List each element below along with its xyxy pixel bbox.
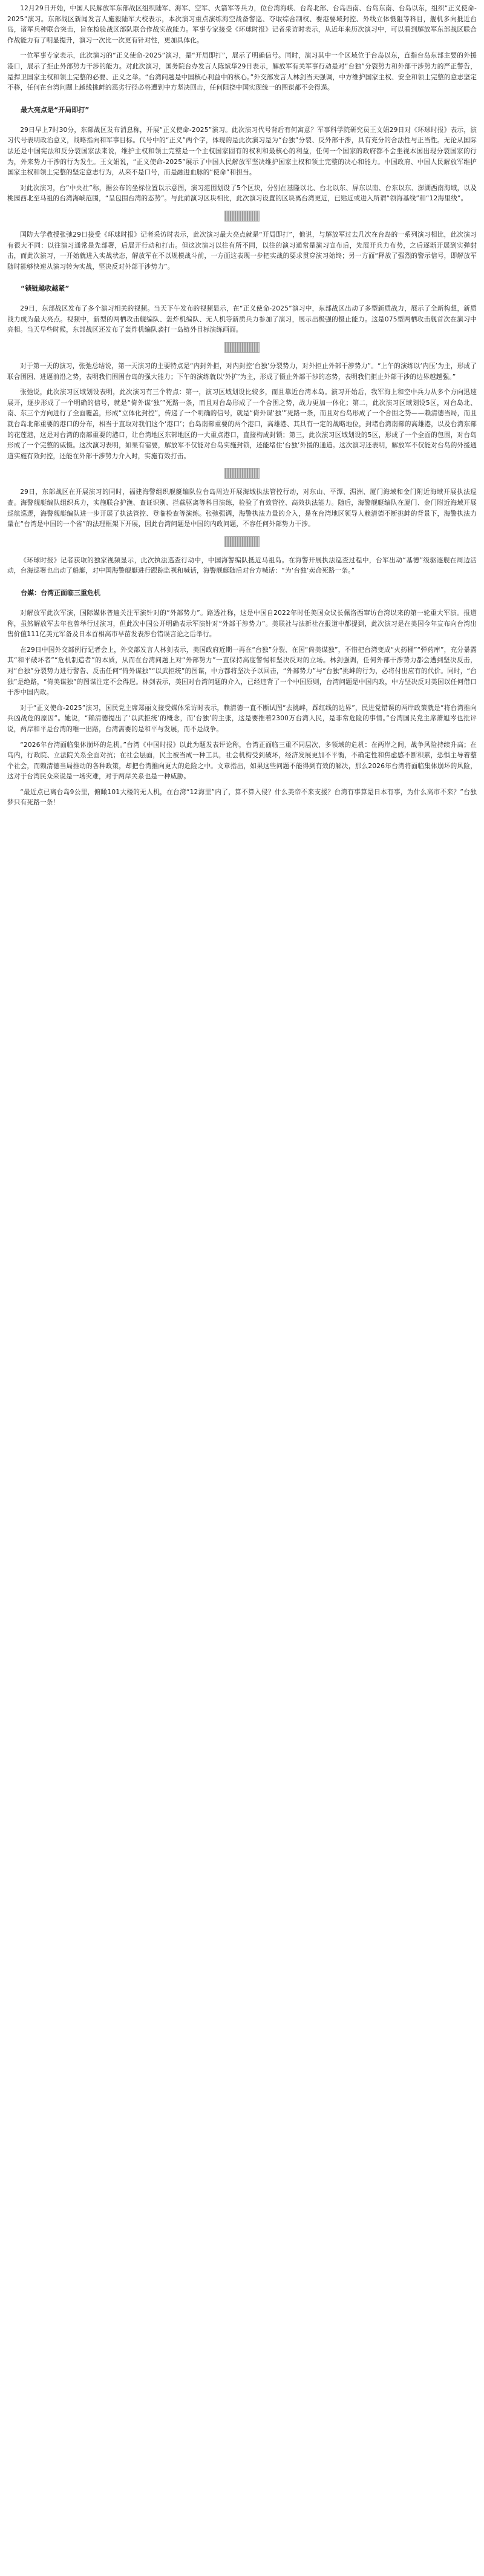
paragraph-exclusive-video: 《环球时报》记者获取的独家视频显示，此次执法巡查行动中，中国海警编队抵近马祖岛。在海警开展执法巡查过程中，台军出动“基德”级驱逐舰在周边活动，台海巡署也出动了船艇，对中国海警舰艇进行跟踪监视和喊话，海警舰艇随后对台方喊话：“为‘台独’卖命死路一条。” bbox=[7, 556, 477, 575]
paragraph-taiwan-media: 对此次演习，台“中央社”称，据公布的坐标位置以示意图，演习范围划设了5个区块，分别在基隆以北、台北以东、屏东以南、台东以东、澎湖西南海域，以及桃园西北至马祖的台湾海峡范围，“呈包围台湾的态势”。与此前演习区块相比，此次演习设置的区块离台湾更近，已贴近或进入所谓“领海基线”和“12海里线”。 bbox=[7, 184, 477, 203]
watermark-stamp-2 bbox=[7, 342, 477, 353]
paragraph-china-times: “2026年台湾面临集体崩坏的危机。”台湾《中国时报》以此为题发表评论称，台湾正面临三重不同层次、多领域的危机：在两岸之间，战争风险持续升高；在岛内，行政院、立法院关系全面对抗；在社会层面，民主被当成一种工具，社会机构受到破坏，经济发展更加不平衡，不确定性和焦虑感不断积累，恐惧主导着整个社会，而赖清德当局推动的各种政策，却把台湾推向更大的危险之中。文章指出，如果这些问题不能得到有效的解决，那么2026年台湾将面临集体崩坏的风险，这对于台湾民众来说是一场灾难，对于两岸关系也是一种威胁。 bbox=[7, 741, 477, 781]
section-heading-crisis: 台媒：台湾正面临三重危机 bbox=[21, 588, 100, 597]
section-heading-chain: “锁链越收越紧” bbox=[21, 284, 70, 293]
watermark-logo-icon bbox=[224, 211, 260, 222]
paragraph-expert-comment: 一位军事专家表示，此次演习的“正义使命-2025”演习，是“开局即打”，展示了明确信号。同时，演习其中一个区域位于台岛以东，直指台岛东部主要的外援港口，展示了拒止外部势力干涉的能力。对此次演习，国务院台办发言人陈斌华29日表示，解放军有关军事行动是对“台独”分裂势力和外部干涉势力的严正警告，是捍卫国家主权和领土完整的必要、正义之举。“台湾问题是中国核心利益中的核心。”外交部发言人林剑当天强调，中方维护国家主权、安全和领土完整的意志坚定不移，任何在台湾问题上越线挑衅的恶劣行径必将遭到中方坚决回击，任何阻挠中国实现统一的图谋都不会得逞。 bbox=[7, 52, 477, 92]
paragraph-international-media: 对解放军此次军演，国际媒体普遍关注军演针对的“外部势力”。路透社称，这是中国自2022年时任美国众议长佩洛西窜访台湾以来的第一轮重大军演。报道称，虽然解放军去年也曾举行过演习，但此次中国公开明确表示军演针对“外部干涉势力”。美联社与法新社在报道中都提到，此次演习是在美国今年宣布向台湾出售价值111亿美元军备及日本首相高市早苗发表涉台错误言论之后举行。 bbox=[7, 609, 477, 639]
paragraph-code-name: 29日早上7时30分，东部战区发布消息称，开展“正义使命-2025”演习。此次演习代号背后有何寓意？军事科学院研究员王文娟29日对《环球时报》表示，演习代号表明政治意义，战略指向和军事目标。代号中的“正义”两个字，体现的是此次演习是为“台独”分裂、反外部干涉，具有充分的合法性与正当性。无论从国际法还是中国宪法和反分裂国家法来说，维护主权和领土完整是一个主权国家固有的权利和最核心的利益，任何一个国家的政府都不会坐视本国出现分裂国家的行为，外来势力干涉的行为发生。王文娟说，“正义使命-2025”展示了中国人民解放军坚决维护国家主权和领土完整的决心和能力。中国政府、中国人民解放军维护国家主权和领土完整的坚定意志行为，从来不是口号，而是融进血脉的“使命”和担当。 bbox=[7, 126, 477, 177]
paragraph-kmt: 对于“正义使命-2025”演习，国民党主席郑丽文接受媒体采访时表示，赖清德一直不断试图“去挑衅，踩红线的边界”，民进党错误的两岸政策就是“将台湾推向兵凶战危的原因”。她说，“赖清德提出了‘以武拒统’的概念，而‘台独’的主张，这是要推着2300万台湾人民，是非常危险的事情。”台湾国民党主席萧旭岑也批评说，两岸和平是台湾的唯一出路，台湾需要的是和平与发展，而不是战争。 bbox=[7, 704, 477, 733]
paragraph-day-one: 对于第一天的演习，张弛总结说，第一天演习的主要特点是“内封外拒，对内封控‘台独’分裂势力，对外拒止外部干涉势力”。“上午的演练以‘内压’为主，形成了联合围困、进逼前沿之势，表明我们围困台岛的强大能力；下午的演练就以‘外扩’为主，形成了慑止外部干涉的态势，表明我们拒止外部干涉的边界越越强。” bbox=[7, 363, 477, 381]
paragraph-mfa: 在29日中国外交部例行记者会上，外交部发言人林剑表示，美国政府近期一再在“台独”分裂、在国“倚美谋独”，不惜把台湾变成“火药桶”“弹药库”，充分暴露其“和平破坏者”“危机制造者”的本质，从而在台湾问题上对“外部势力”一直保持高度警惕和坚决反对的立场。林剑强调，任何外部干涉势力都会遭到坚决反击，对“台独”分裂势力进行警告、反击任何“倚外谋独”“以武拒统”的图谋，中方都将坚决予以回击，“外部势力”与“台独”挑衅的行为，必将付出应有的代价。同时，“台独”是绝路，“倚美谋独”的图谋注定不会得逞。林剑表示，美国对台湾问题的介入，已经违背了一个中国原则，台湾问题是中国内政，中方坚决反对美国以任何借口干涉中国内政。 bbox=[7, 646, 477, 697]
watermark-stamp-3 bbox=[7, 468, 477, 479]
watermark-stamp bbox=[7, 211, 477, 222]
section-heading-highlight: 最大亮点是“开局即打” bbox=[21, 105, 90, 114]
paragraph-intro: 12月29日开始，中国人民解放军东部战区组织陆军、海军、空军、火箭军等兵力，位台湾海峡、台岛北部、台岛西南、台岛东南、台岛以东，组织“正义使命-2025”演习。东部战区新闻发言人施毅陆军大校表示，本次演习重点演练海空战备警巡、夺取综合制权、要港要域封控、外线立体慑阻等科目，舰机多向抵近台岛，诸军兵种联合突击，旨在检验战区部队联合作战实战能力。军事专家接受《环球时报》记者采访时表示，从近年来历次演习中，可以看到解放军东部战区联合作战能力有了明显提升，演习一次比一次更有针对性，更加具体化。 bbox=[7, 5, 477, 44]
paragraph-opening-strike: 国防大学教授张弛29日接受《环球时报》记者采访时表示，此次演习最大亮点就是“开局即打”，他说，与解放军过去几次在台岛的一系列演习相比，此次演习有很大不同：以往演习通常是先部署，后展开行动和打击。但这次演习以往有所不同，以往的演习通常是演习宣布后，先展开兵力布势，之后逐渐开展到实弹射击，而此次演习，一开始就进入实战状态，解放军在不以规模战斗前，一方面这表现一步把实战的要求贯穿演习始终；另一方面“释放了强烈的警示信号，即解放军随时能够快速从演习转为实战，坚决反对外部干涉势力”。 bbox=[7, 231, 477, 271]
paragraph-coast-guard: 29日，东部战区在开展演习的同时，福建海警组织舰艇编队位台岛周边开展海域执法管控行动，对东山、平潭、湄洲、厦门海域和金门附近海域开展执法巡查。海警舰艇编队组织兵力，实施联合护渔、查证识别、拦截驱离等科目演练，检验了有效管控、高效执法能力。随后，海警舰艇编队在厦门、金门附近海域开展巡航巡逻，海警舰艇编队进一步开展了执法管控、登临检查等演练。张弛强调，海警执法力量的介入，是在台湾地区领导人赖清德不断挑衅的背景下，海警执法力量在“台湾是中国的一个省”的法理框架下开展，因此台湾问题是中国的内政问题，不容任何外部势力干涉。 bbox=[7, 488, 477, 528]
paragraph-closing: “最近点已离台岛9公里，俯瞰101大楼的无人机，在台湾“12海里”内了，算不算入侵？什么美帝不来支援？台湾有事算是日本有事，为什么高市不来？”台独梦只有死路一条！ bbox=[7, 788, 477, 807]
paragraph-zones: 张弛说，此次演习区域划设表明，此次演习有三个特点：第一，演习区域划设比较多，而且靠近台湾本岛。演习开始后，我军海上和空中兵力从多个方向迅速展开，逐步形成了一个明确的信号，就是“倚外谋‘独’”死路一条，而且对台岛形成了一个合围之势，战力更加一体化；第二，此次演习区域划设5区，对台岛北、南、东三个方向进行了全面覆盖，形成“立体化封控”，传递了一个明确的信号，就是“倚外谋‘独’”死路一条，而且对台岛形成了一个合围之势——赖清德当局，而且就台岛北部重要的港口的分布，相当于直取对我们这个‘港口’；台岛南部重要的两个港口，高雄港、其具有一定的战略地位，封堵台湾南部的高雄港，以及台湾东部的花莲港，这是对台湾的南部重要的港口，让台湾地区东部地区的一大重点港口，直接构成封锁；第三，此次演习区域划设的5区，形成了一个全面的包围，对台岛形成了一个完整的威慑。这次演习表明，如果有需要，解放军不仅能对台岛实施封锁，还能堵住‘台独’外援的通道。这次演习还表明，解放军不仅能对台岛的外援通道实施有效封控，还能在外部干涉势力介入时，实施有效打击。 bbox=[7, 389, 477, 460]
watermark-logo-icon bbox=[224, 536, 260, 547]
watermark-logo-icon bbox=[224, 468, 260, 479]
paragraph-videos: 29日，东部战区发布了多个演习相关的视频。当天下午发布的视频显示，在“正义使命-2025”演习中，东部战区出动了多型新质战力，展示了全新构想，新质战力成为最大亮点。视频中，新型的两栖攻击舰编队、轰炸机编队、无人机等新质兵力参加了演习，展示出极强的慑止能力。这是075型两栖攻击舰首次在演习中亮相。当天早些时候，东部战区还发布了轰炸机编队袭打一岛链外目标演练画面。 bbox=[7, 305, 477, 334]
watermark-stamp-4 bbox=[7, 536, 477, 547]
watermark-logo-icon bbox=[224, 342, 260, 353]
